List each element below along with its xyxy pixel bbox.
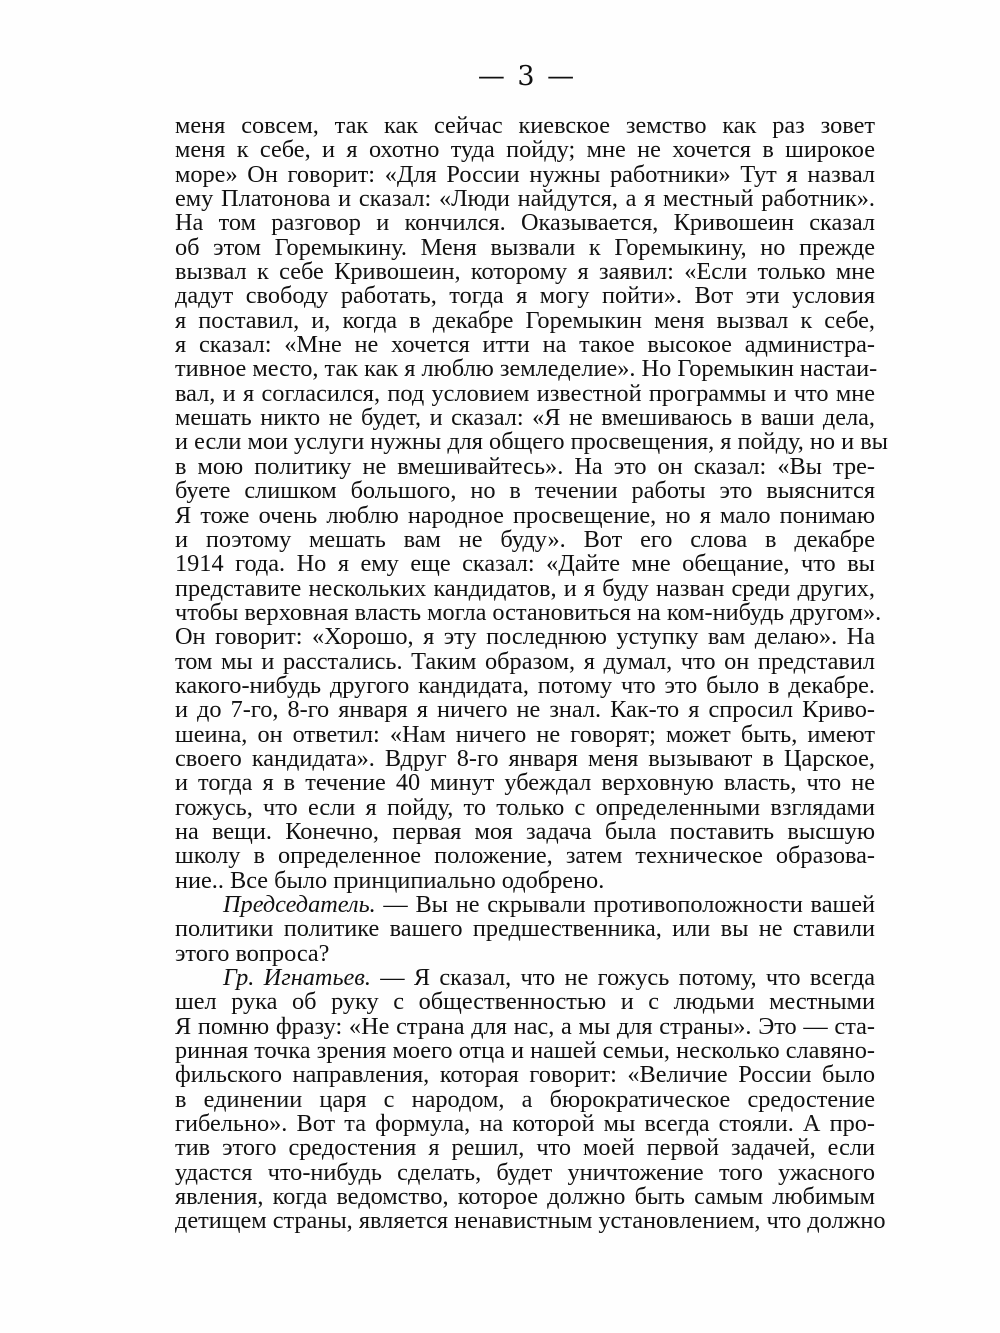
text-line: явления, когда ведомство, которое должно быть самым любимым (175, 1183, 875, 1211)
text-line: чтобы верховная власть могла остановиться на ком-нибудь другом». (175, 598, 882, 626)
text-line: в мою политику не вмешивайтесь». На это он сказал: «Вы тре- (175, 452, 875, 480)
paragraph (175, 112, 888, 894)
speaker-name: Гр. Игнатьев. (223, 964, 371, 992)
text-line: об этом Горемыкину. Меня вызвали к Горемыкину, но прежде (175, 233, 875, 261)
text-line: гибельно». Вот та формула, на которой мы всегда стояли. А про- (175, 1110, 875, 1138)
text-line: я поставил, и, когда в декабре Горемыкин меня вызвал к себе, (175, 306, 875, 334)
text-line: какого-нибудь другого кандидата, потому что это было в декабре. (175, 671, 875, 699)
text-line: детищем страны, является ненавистным установлением, что должно (175, 1207, 886, 1235)
speaker-line (175, 893, 875, 917)
text-line: шел рука об руку с общественностью и с людьми местными (175, 988, 875, 1016)
text-line: море» Он говорит: «Для России нужны работники» Тут я назвал (175, 160, 875, 188)
paragraph (175, 964, 886, 1235)
text-line: Я тоже очень люблю народное просвещение, но я мало понимаю (175, 501, 875, 529)
text-line: на вещи. Конечно, первая моя задача была поставить высшую (175, 817, 875, 845)
text-line: политики политике вашего предшественника, или вы не ставили (175, 915, 875, 943)
text-line: школу в определенное положение, затем техническое образова- (175, 842, 875, 870)
text-line: Он говорит: «Хорошо, я эту последнюю уступку вам делаю». На (175, 623, 875, 651)
text-line: и до 7-го, 8-го января я ничего не знал. Как-то я спросил Криво- (175, 696, 875, 724)
speaker-name: Председатель. (223, 891, 376, 918)
line-text: — Я сказал, что не гожусь потому, что всегда (370, 964, 875, 992)
line-text: — Вы не скрывали противоположности вашей (375, 891, 875, 918)
text-line: и тогда я в течение 40 минут убеждал верховную власть, что не (175, 769, 875, 797)
text-line: своего кандидата». Вдруг 8-го января меня вызывают в Царское, (175, 744, 875, 772)
text-line: гожусь, что если я пойду, то только с определенными взглядами (175, 793, 875, 821)
text-line: в единении царя с народом, а бюрократическое средостение (175, 1085, 875, 1113)
text-line: и поэтому мешать вам не буду». Вот его слова в декабре (175, 525, 875, 553)
text-line: удастся что-нибудь сделать, будет уничтожение того ужасного (175, 1158, 875, 1186)
text-line: дадут свободу работать, тогда я могу пойти». Вот эти условия (175, 282, 875, 310)
page-number: — 3 — (477, 61, 577, 92)
text-line: мешать никто не будет, и сказал: «Я не вмешиваюсь в ваши дела, (175, 404, 875, 432)
text-line: шеина, он ответил: «Нам ничего не говорят; может быть, имеют (175, 720, 875, 748)
text-line: тив этого средостения я решил, что моей первой задачей, если (175, 1134, 875, 1162)
text-line: ние.. Все было принципиально одобрено. (175, 866, 605, 894)
text-line: меня к себе, и я охотно туда пойду; мне не хочется в широкое (175, 136, 875, 164)
text-line: этого вопроса? (175, 939, 330, 967)
text-line: представите нескольких кандидатов, и я буду назван среди других, (175, 574, 875, 602)
text-line: фильского направления, которая говорит: «Величие России было (175, 1061, 875, 1089)
text-line: и если мои услуги нужны для общего просвещения, я пойду, но и вы (175, 428, 888, 456)
text-line: том мы и расстались. Таким образом, я думал, что он представил (175, 647, 875, 675)
body-text (175, 112, 888, 1235)
text-line: вызвал к себе Кривошеин, которому я заявил: «Если только мне (175, 258, 875, 286)
paragraph (175, 893, 875, 966)
text-line: я сказал: «Мне не хочется итти на такое высокое администра- (175, 331, 875, 359)
text-line: буете слишком большого, но в течении работы это выяснится (175, 477, 875, 505)
text-line: ринная точка зрения моего отца и нашей семьи, несколько славяно- (175, 1037, 875, 1065)
speaker-line (175, 966, 875, 990)
text-line: вал, и я согласился, под условием известной программы и что мне (175, 379, 875, 407)
text-line: тивное место, так как я люблю земледелие». Но Горемыкин настаи- (175, 355, 878, 383)
text-line: 1914 года. Но я ему еще сказал: «Дайте мне обещание, что вы (175, 550, 875, 578)
text-line: На том разговор и кончился. Оказывается, Кривошеин сказал (175, 209, 875, 237)
text-line: ему Платонова и сказал: «Люди найдутся, а я местный работник». (175, 185, 875, 213)
text-line: меня совсем, так как сейчас киевское земство как раз зовет (175, 112, 875, 139)
text-line: Я помню фразу: «Не страна для нас, а мы для страны». Это — ста- (175, 1012, 875, 1040)
